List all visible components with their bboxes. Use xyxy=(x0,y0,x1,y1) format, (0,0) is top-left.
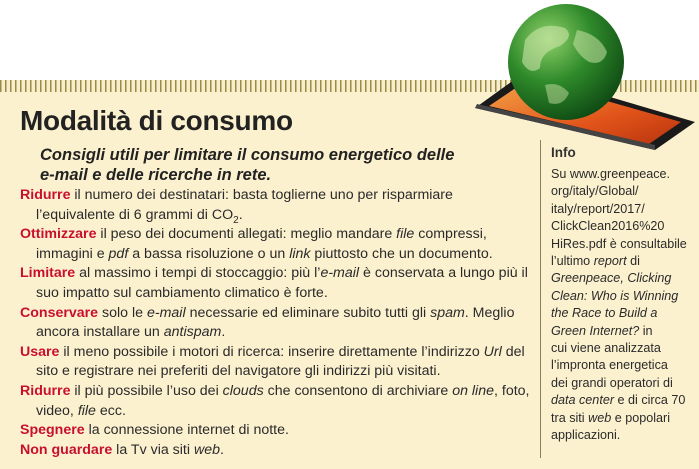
text-run: e di circa 70 xyxy=(614,393,686,408)
text-run: italy/report/2017/ xyxy=(551,201,645,216)
info-line xyxy=(551,305,693,322)
italic-term: antispam xyxy=(163,324,222,341)
info-line xyxy=(551,410,693,427)
info-line xyxy=(551,357,693,374)
info-line xyxy=(551,427,693,444)
italic-term: pdf xyxy=(108,245,129,262)
italic-term: Green Internet? xyxy=(551,323,640,338)
subscript: 2 xyxy=(233,214,239,226)
tip-item xyxy=(20,225,535,264)
text-run: il più possibile l’uso dei xyxy=(70,382,223,399)
column-divider xyxy=(540,140,541,458)
text-run: è conservata a lungo più il suo impatto sul cambiamento climatico è forte. xyxy=(36,265,528,301)
tip-item xyxy=(20,421,535,441)
text-run: l’ultimo xyxy=(551,254,594,269)
tip-item xyxy=(20,264,535,303)
info-line xyxy=(551,183,693,200)
text-run: . xyxy=(238,206,243,223)
text-run: necessarie ed eliminare subito tutti gli xyxy=(185,304,431,321)
italic-term: web xyxy=(588,410,612,425)
tip-item xyxy=(20,186,535,225)
text-run: compressi, immagini e xyxy=(36,226,487,262)
text-run: piuttosto che un documento. xyxy=(310,245,493,262)
action-verb: Ridurre xyxy=(20,187,71,203)
italic-term: Greenpeace, Clicking xyxy=(551,271,672,286)
action-verb: Conservare xyxy=(20,304,99,321)
info-heading: Info xyxy=(551,145,576,160)
tips-list xyxy=(20,186,535,460)
text-run: . xyxy=(221,324,226,341)
action-verb: Limitare xyxy=(20,265,76,282)
italic-term: on line xyxy=(452,382,494,399)
text-run: il numero dei destinatari: basta toglierne uno per risparmiare l’equivalente di 6 grammi di CO xyxy=(36,187,453,223)
action-verb: Spegnere xyxy=(20,422,85,439)
text-run: al massimo i tempi di stoccaggio: più l’ xyxy=(75,265,321,282)
text-run: ClickClean2016%20 xyxy=(551,219,665,234)
info-line xyxy=(551,201,693,218)
info-line xyxy=(551,253,693,270)
page-title: Modalità di consumo xyxy=(20,105,293,136)
tip-item xyxy=(20,382,535,421)
text-run: . xyxy=(220,441,224,458)
text-run: dei grandi operatori di xyxy=(551,375,673,390)
subtitle: Consigli utili per limitare il consumo energetico delle e-mail e delle ricerche in rete. xyxy=(40,146,455,184)
tip-item xyxy=(20,304,535,343)
info-line xyxy=(551,166,693,183)
globe-icon xyxy=(508,4,624,120)
tip-item xyxy=(20,343,535,382)
text-run: la Tv via siti xyxy=(112,441,194,458)
italic-term: clouds xyxy=(222,382,264,399)
italic-term: the Race to Build a xyxy=(551,306,658,321)
text-run: del sito e registrare nei preferiti del navigatore gli indirizzi più visitati. xyxy=(36,343,525,380)
text-run: tra siti xyxy=(551,410,589,425)
italic-term: web xyxy=(193,441,220,458)
italic-term: data center xyxy=(551,393,615,408)
text-run: in xyxy=(639,323,653,338)
info-line xyxy=(551,218,693,235)
italic-term: e-mail xyxy=(146,304,186,321)
text-run: org/italy/Global/ xyxy=(551,184,639,199)
text-run: e popolari xyxy=(611,410,671,425)
italic-term: link xyxy=(289,245,311,262)
tip-item xyxy=(20,441,535,461)
text-run: , foto, video, xyxy=(36,382,530,419)
info-line xyxy=(551,236,693,253)
italic-term: Url xyxy=(483,343,502,360)
info-line xyxy=(551,340,693,357)
text-run: Su www.greenpeace. xyxy=(551,167,671,181)
text-run: la connessione internet di notte. xyxy=(84,422,289,439)
text-run: che consentono di archiviare xyxy=(263,382,453,399)
italic-term: Clean: Who is Winning xyxy=(551,288,679,303)
text-run: il peso dei documenti allegati: meglio mandare xyxy=(96,226,397,243)
action-verb: Ridurre xyxy=(20,382,71,399)
text-run: cui viene analizzata xyxy=(551,341,661,356)
italic-term: e-mail xyxy=(320,265,360,282)
info-line xyxy=(551,323,693,340)
text-run: HiRes.pdf è consultabile xyxy=(551,236,687,251)
action-verb: Usare xyxy=(20,343,60,360)
text-run: applicazioni. xyxy=(551,428,621,443)
italic-term: spam xyxy=(430,304,465,321)
phone-globe-illustration xyxy=(455,0,699,150)
text-run: . Meglio ancora installare un xyxy=(36,304,515,341)
action-verb: Ottimizzare xyxy=(20,226,97,243)
text-run: a bassa risoluzione o un xyxy=(128,245,290,262)
italic-term: file xyxy=(396,226,415,243)
italic-term: file xyxy=(77,402,96,419)
italic-term: report xyxy=(593,254,627,269)
text-run: il meno possibile i motori di ricerca: inserire direttamente l’indirizzo xyxy=(59,343,484,360)
text-run: ecc. xyxy=(95,402,126,419)
text-run: l’impronta energetica xyxy=(551,358,668,373)
info-body xyxy=(551,166,693,445)
info-line xyxy=(551,392,693,409)
info-line xyxy=(551,375,693,392)
text-run: solo le xyxy=(98,304,147,321)
text-run: di xyxy=(626,254,640,269)
info-line xyxy=(551,288,693,305)
info-line xyxy=(551,270,693,287)
action-verb: Non guardare xyxy=(20,441,113,458)
